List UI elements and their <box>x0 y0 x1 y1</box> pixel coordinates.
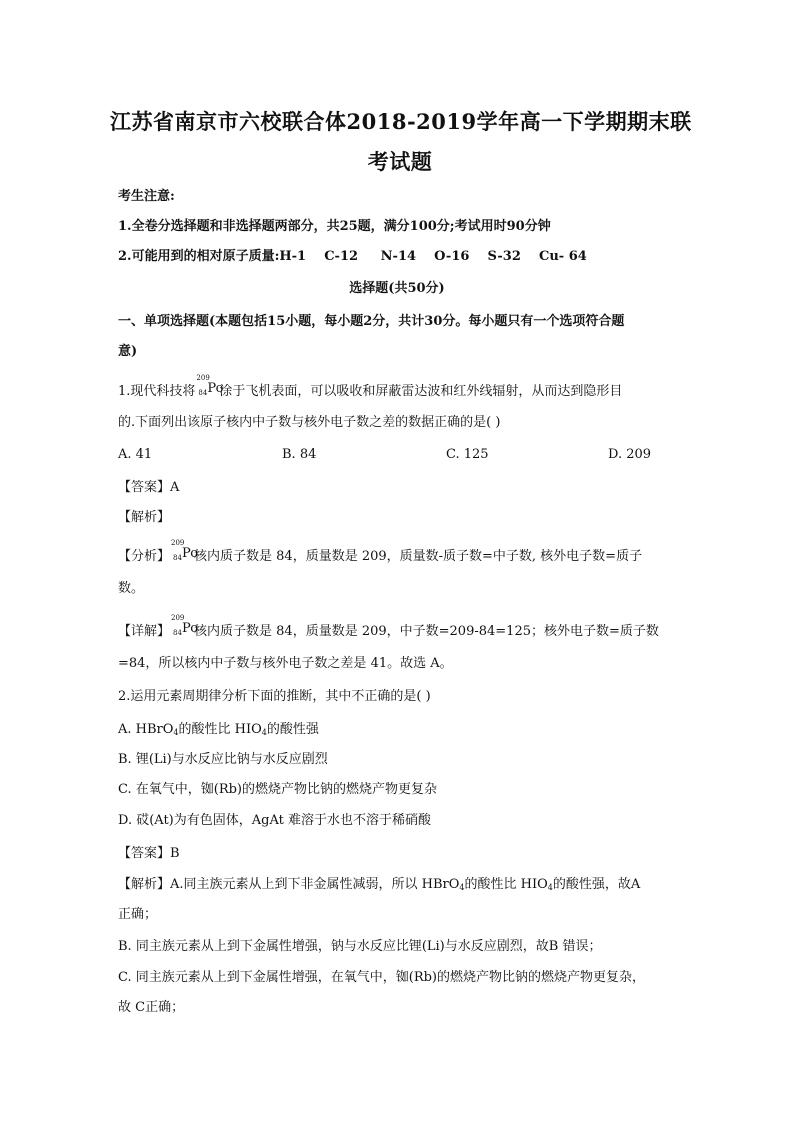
q1-xiangjie-line-1 <box>118 614 659 641</box>
section-heading: 选择题(共50分) <box>349 281 445 296</box>
q1-analysis-label: 【解析】 <box>118 510 171 525</box>
subscript: 4 <box>547 883 553 892</box>
isotope-notation <box>171 539 199 563</box>
q1-stem-pre: 1.现代科技将 <box>118 384 196 399</box>
q2-jiexi-c-line-2: 故 C正确； <box>118 1000 185 1015</box>
isotope-atomic: 84 <box>198 389 208 397</box>
q2-jiexi-b: B. 同主族元素从上到下金属性增强，钠与水反应比锂(Li)与水反应剧烈，故B 错误； <box>118 939 602 954</box>
q2-option-c: C. 在氧气中，铷(Rb)的燃烧产物比钠的燃烧产物更复杂 <box>118 782 438 797</box>
document-title-line-2: 考试题 <box>367 149 433 174</box>
isotope-atomic: 84 <box>173 554 182 562</box>
q1-fenxi-text: 核内质子数是 84，质量数是 209，质量数-质子数=中子数, 核外电子数=质子 <box>194 549 643 564</box>
q2-stem: 2.运用元素周期律分析下面的推断，其中不正确的是( ) <box>118 689 431 704</box>
q1-option-a: A. 41 <box>118 447 153 462</box>
isotope-symbol: Po <box>207 381 224 396</box>
q1-xiangjie-text: 核内质子数是 84，质量数是 209，中子数=209-84=125；核外电子数=质子数 <box>194 624 659 639</box>
q2-jiexi-part-2: 的酸性比 HIO <box>464 877 548 892</box>
q1-fenxi-line-1 <box>118 539 643 566</box>
q2-option-a-part-3: 的酸性强 <box>266 722 319 737</box>
subscript: 4 <box>261 728 267 737</box>
q2-jiexi-part-3: 的酸性强，故A <box>552 877 641 892</box>
q1-answer: 【答案】A <box>118 480 180 495</box>
part-heading-line-2: 意) <box>118 344 138 359</box>
subscript: 4 <box>173 728 179 737</box>
part-heading-line-1: 一、单项选择题(本题包括15小题，每小题2分，共计30分。每小题只有一个选项符合题 <box>118 314 625 329</box>
q2-option-d: D. 砹(At)为有色固体，AgAt 难溶于水也不溶于稀硝酸 <box>118 813 431 828</box>
isotope-mass: 209 <box>171 614 185 622</box>
q1-option-b: B. 84 <box>282 447 317 462</box>
q1-stem-post: 涂于飞机表面，可以吸收和屏蔽雷达波和红外线辐射，从而达到隐形目 <box>219 384 623 399</box>
q1-xiangjie-line-2: =84，所以核内中子数与核外电子数之差是 41。故选 A。 <box>118 656 453 671</box>
q2-jiexi-line-1 <box>118 876 640 897</box>
isotope-symbol: Po <box>182 621 199 636</box>
subscript: 4 <box>459 883 465 892</box>
isotope-atomic: 84 <box>173 629 182 637</box>
q2-jiexi-line-2: 正确； <box>118 907 158 922</box>
q1-xiangjie-label: 【详解】 <box>118 624 171 639</box>
isotope-notation <box>196 374 224 398</box>
notice-item-2: 2.可能用到的相对原子质量:H-1 C-12 N-14 O-16 S-32 Cu- 64 <box>118 249 587 264</box>
q1-option-c: C. 125 <box>446 447 489 462</box>
q1-stem-line-2: 的.下面列出该原子核内中子数与核外电子数之差的数据正确的是( ) <box>118 415 501 430</box>
isotope-notation <box>171 614 199 638</box>
q2-jiexi-c: C. 同主族元素从上到下金属性增强，在氧气中，铷(Rb)的燃烧产物比钠的燃烧产物更复杂， <box>118 970 646 985</box>
notice-item-1: 1.全卷分选择题和非选择题两部分，共25题，满分100分;考试用时90分钟 <box>118 219 551 234</box>
q1-fenxi-line-2: 数。 <box>118 581 145 596</box>
notice-heading: 考生注意: <box>118 189 175 204</box>
q2-option-a-part-2: 的酸性比 HIO <box>178 722 262 737</box>
q2-option-b: B. 锂(Li)与水反应比钠与水反应剧烈 <box>118 752 328 767</box>
isotope-symbol: Po <box>182 546 199 561</box>
isotope-mass: 209 <box>171 539 185 547</box>
q2-option-a-part-1: A. HBrO <box>118 722 174 737</box>
q2-answer: 【答案】B <box>118 846 180 861</box>
q1-option-d: D. 209 <box>608 447 652 462</box>
q2-jiexi-part-1: 【解析】A.同主族元素从上到下非金属性减弱，所以 HBrO <box>118 877 460 892</box>
document-title-line-1: 江苏省南京市六校联合体2018-2019学年高一下学期期末联 <box>110 109 692 134</box>
q2-option-a <box>118 721 319 742</box>
isotope-mass: 209 <box>196 374 210 382</box>
q1-fenxi-label: 【分析】 <box>118 549 171 564</box>
q1-stem-line-1 <box>118 374 623 401</box>
